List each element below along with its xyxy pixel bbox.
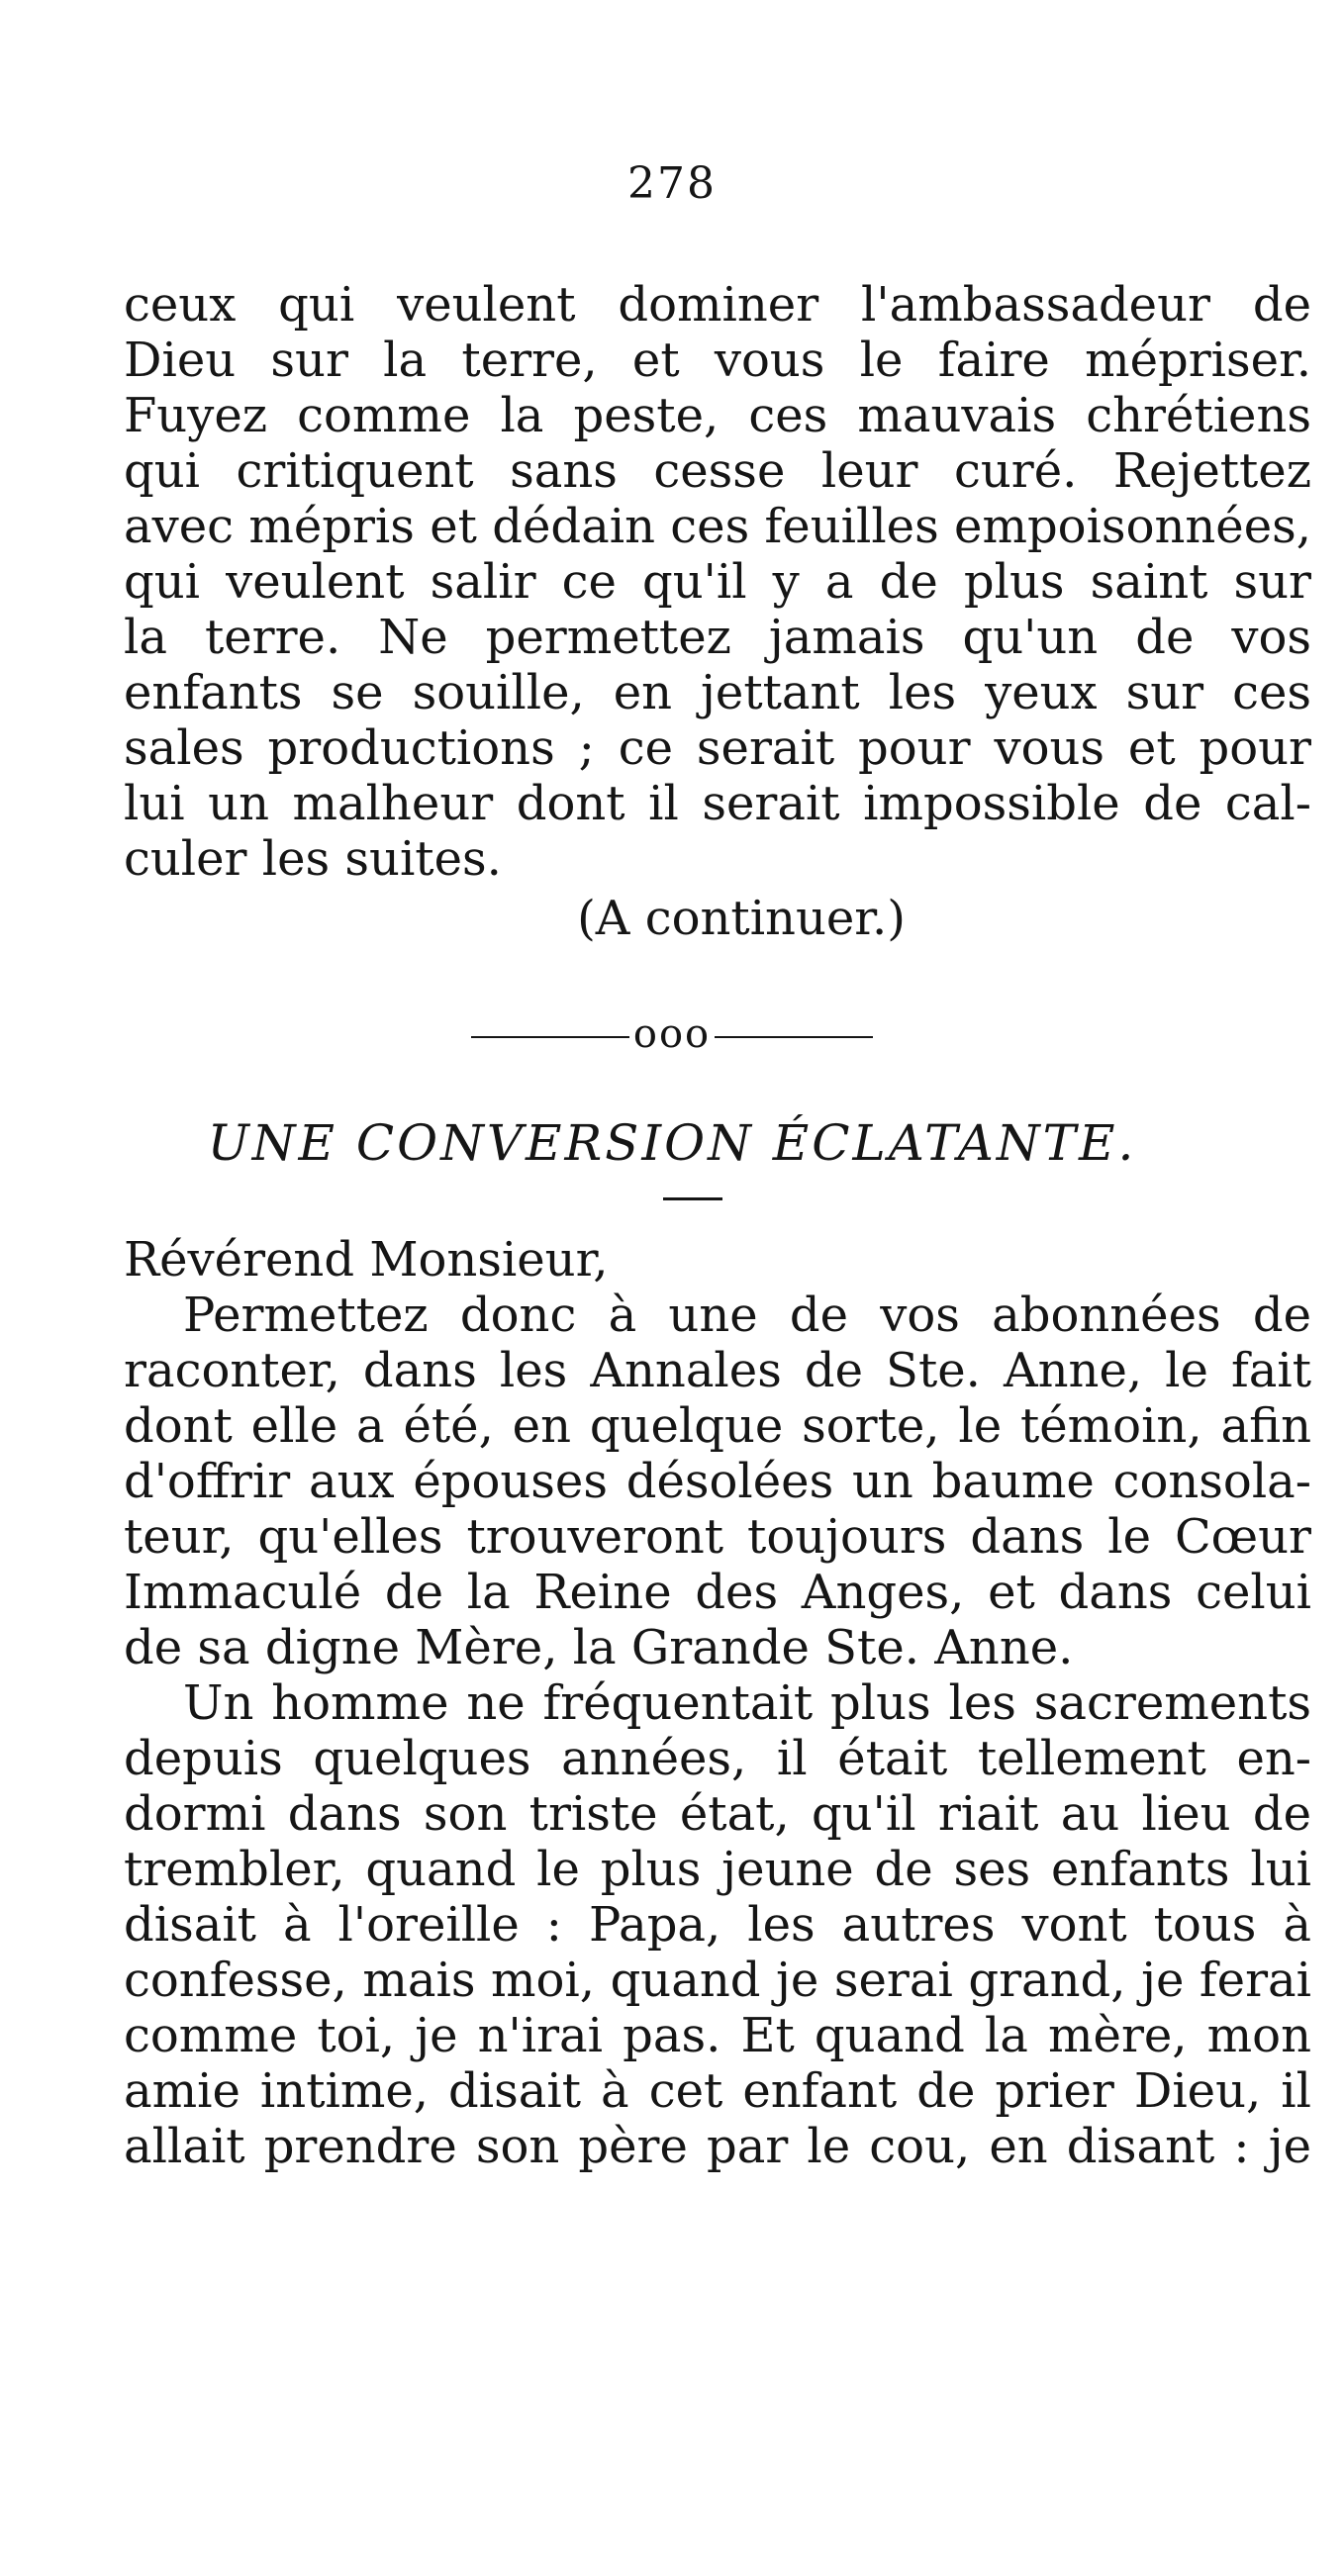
text-line: lui un malheur dont il serait impossible de cal-: [124, 776, 1311, 831]
paragraph-continued: [124, 277, 1311, 887]
text-line: depuis quelques années, il était tellement en-: [124, 1731, 1311, 1786]
text-line: teur, qu'elles trouveront toujours dans le Cœur: [124, 1509, 1311, 1565]
text-line: Dieu sur la terre, et vous le faire mépriser.: [124, 333, 1311, 388]
text-line: sales productions ; ce serait pour vous et pour: [124, 720, 1311, 776]
text-line: amie intime, disait à cet enfant de prier Dieu, il: [124, 2063, 1311, 2119]
separator-rule-left: [471, 1036, 629, 1038]
text-line: Permettez donc à une de vos abonnées de: [183, 1288, 1311, 1343]
text-line: dormi dans son triste état, qu'il riait au lieu de: [124, 1786, 1311, 1842]
salutation: Révérend Monsieur,: [124, 1232, 609, 1288]
article-title: UNE CONVERSION ÉCLATANTE.: [207, 1114, 1137, 1172]
text-line: avec mépris et dédain ces feuilles empoisonnées,: [124, 499, 1311, 554]
text-line: comme toi, je n'irai pas. Et quand la mère, mon: [124, 2008, 1311, 2063]
title-dash: [663, 1197, 722, 1200]
text-line: culer les suites.: [124, 831, 502, 887]
text-line: de sa digne Mère, la Grande Ste. Anne.: [124, 1620, 1074, 1675]
text-line: allait prendre son père par le cou, en disant : je: [124, 2119, 1311, 2174]
continuation-note: (A continuer.): [577, 891, 906, 946]
text-line: la terre. Ne permettez jamais qu'un de vos: [124, 610, 1311, 665]
text-line: raconter, dans les Annales de Ste. Anne, le fait: [124, 1343, 1311, 1398]
text-line: d'offrir aux épouses désolées un baume consola-: [124, 1454, 1311, 1509]
text-line: dont elle a été, en quelque sorte, le témoin, afin: [124, 1398, 1311, 1454]
text-line: Fuyez comme la peste, ces mauvais chrétiens: [124, 388, 1311, 443]
text-line: Immaculé de la Reine des Anges, et dans celui: [124, 1565, 1311, 1620]
page-number: 278: [627, 158, 717, 209]
article-body: [124, 1232, 1311, 2174]
text-line: trembler, quand le plus jeune de ses enfants lui: [124, 1842, 1311, 1897]
text-line: confesse, mais moi, quand je serai grand, je ferai: [124, 1953, 1311, 2008]
section-separator: [0, 1009, 1344, 1059]
separator-ornament: ooo: [632, 1011, 712, 1057]
text-line: qui veulent salir ce qu'il y a de plus saint sur: [124, 554, 1311, 610]
text-line: Un homme ne fréquentait plus les sacrements: [183, 1675, 1311, 1731]
text-line: qui critiquent sans cesse leur curé. Rejettez: [124, 443, 1311, 499]
text-line: enfants se souille, en jettant les yeux sur ces: [124, 665, 1311, 720]
text-line: ceux qui veulent dominer l'ambassadeur de: [124, 277, 1311, 333]
text-line: disait à l'oreille : Papa, les autres vont tous à: [124, 1897, 1311, 1953]
separator-rule-right: [715, 1036, 873, 1038]
